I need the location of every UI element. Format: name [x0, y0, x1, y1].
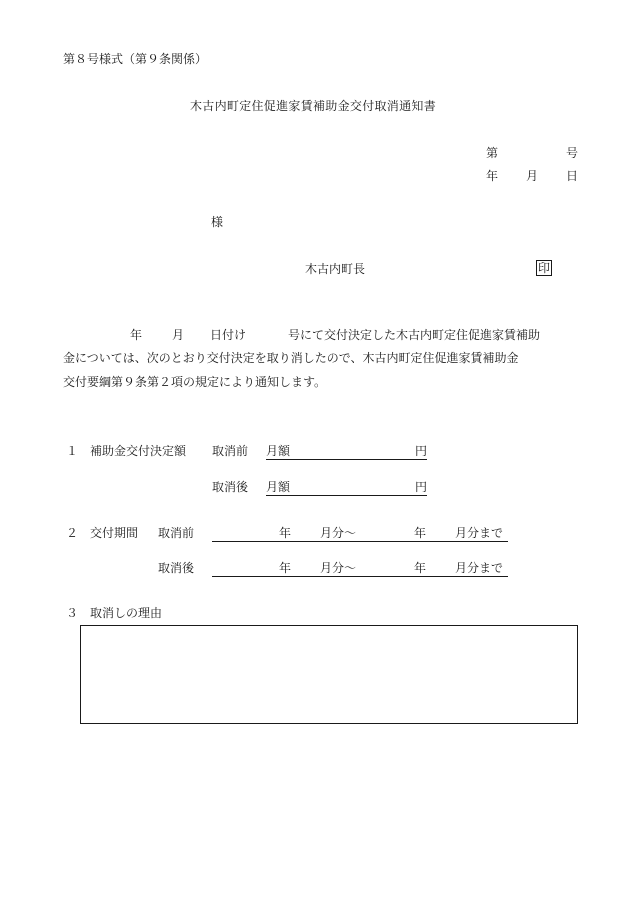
body-line1: 号にて交付決定した木古内町定住促進家賃補助	[288, 328, 541, 342]
period-end-month: 月分まで	[455, 561, 504, 575]
body-month: 月	[172, 328, 185, 342]
item2-after-label: 取消後	[158, 561, 195, 575]
period-start-year: 年	[279, 526, 292, 540]
item1-label: 補助金交付決定額	[90, 444, 187, 458]
period-start-month: 月分～	[320, 561, 357, 575]
sender-name: 木古内町長	[305, 262, 366, 276]
body-line2: 金については、次のとおり交付決定を取り消したので、木古内町定住促進家賃補助金	[63, 351, 519, 365]
item2-before-label: 取消前	[158, 526, 195, 540]
yen-unit: 円	[414, 480, 427, 494]
date-month: 月	[526, 169, 539, 183]
item1-before-amount-field[interactable]	[266, 443, 427, 460]
period-end-year: 年	[414, 526, 427, 540]
item1-after-amount-field[interactable]	[266, 479, 427, 496]
item1-number: １	[66, 444, 79, 458]
period-start-month: 月分～	[320, 526, 357, 540]
date-day: 日	[566, 169, 579, 183]
period-start-year: 年	[279, 561, 292, 575]
ref-dai: 第	[486, 146, 499, 160]
ref-go: 号	[566, 146, 579, 160]
item2-number: ２	[66, 526, 79, 540]
body-date-label: 日付け	[210, 328, 247, 342]
document-title: 木古内町定住促進家賃補助金交付取消通知書	[190, 99, 437, 113]
monthly-label: 月額	[266, 480, 291, 494]
item1-after-label: 取消後	[212, 480, 249, 494]
item2-after-period-field[interactable]	[212, 560, 508, 577]
item2-label: 交付期間	[90, 526, 139, 540]
form-number: 第８号様式（第９条関係）	[63, 52, 208, 66]
yen-unit: 円	[414, 444, 427, 458]
body-year: 年	[130, 328, 143, 342]
item2-before-period-field[interactable]	[212, 525, 508, 542]
body-line3: 交付要綱第９条第２項の規定により通知します。	[63, 375, 327, 389]
period-end-year: 年	[414, 561, 427, 575]
period-end-month: 月分まで	[455, 526, 504, 540]
date-year: 年	[486, 169, 499, 183]
reason-box[interactable]	[80, 625, 578, 724]
seal-mark: 印	[538, 261, 551, 275]
monthly-label: 月額	[266, 444, 291, 458]
item3-number: ３	[66, 606, 79, 620]
item1-before-label: 取消前	[212, 444, 249, 458]
addressee-sama: 様	[211, 215, 224, 229]
item3-label: 取消しの理由	[90, 606, 163, 620]
